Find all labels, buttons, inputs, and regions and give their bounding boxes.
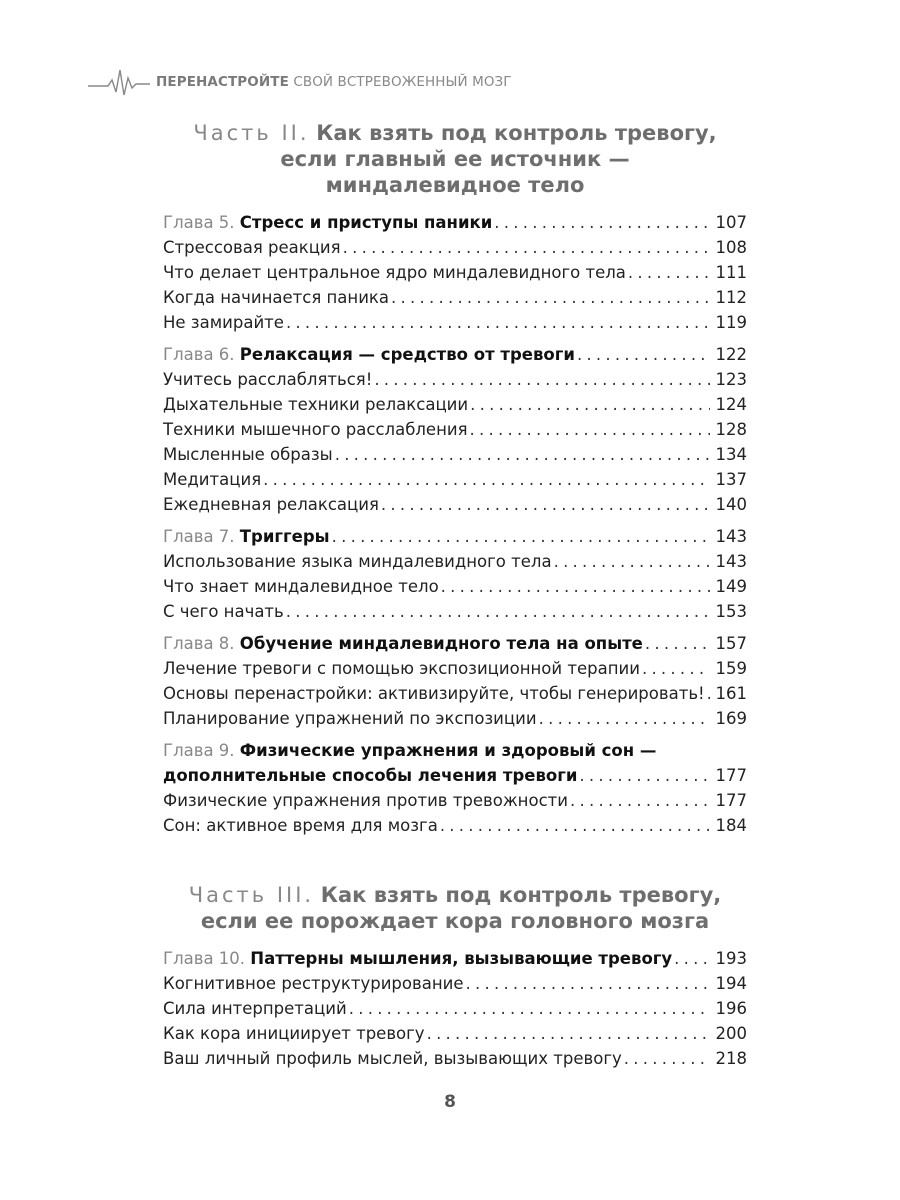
part-title-line: миндалевидное тело xyxy=(325,173,585,197)
chapter-block xyxy=(163,210,747,335)
toc-entry xyxy=(163,1046,747,1071)
table-of-contents xyxy=(163,120,747,1071)
chapter-name: Триггеры xyxy=(239,527,330,546)
chapter-block xyxy=(163,524,747,624)
toc-entry xyxy=(163,260,747,285)
toc-entry xyxy=(163,235,747,260)
dot-leader xyxy=(628,260,710,285)
dot-leader xyxy=(494,210,709,235)
toc-entry xyxy=(163,367,747,392)
part-heading-line xyxy=(163,908,747,934)
part-heading-line xyxy=(163,146,747,172)
dot-leader xyxy=(286,599,710,624)
entry-page: 119 xyxy=(715,313,747,332)
toc-entry xyxy=(163,1021,747,1046)
toc-entry xyxy=(163,599,747,624)
chapter-page: 107 xyxy=(715,213,747,232)
toc-entry xyxy=(163,788,747,813)
toc-entry xyxy=(163,813,747,838)
dot-leader xyxy=(427,1021,710,1046)
chapter-title-row xyxy=(163,763,747,788)
dot-leader xyxy=(343,235,710,260)
part-label: Часть II. xyxy=(193,121,310,145)
toc-entry xyxy=(163,442,747,467)
dot-leader xyxy=(465,971,709,996)
dot-leader xyxy=(335,442,710,467)
entry-title: Ежедневная релаксация xyxy=(163,495,379,514)
entry-page: 184 xyxy=(715,816,747,835)
chapter-number: Глава 7. xyxy=(163,527,235,546)
toc-entry xyxy=(163,285,747,310)
entry-title: Что знает миндалевидное тело xyxy=(163,577,439,596)
dot-leader xyxy=(441,574,710,599)
entry-page: 124 xyxy=(715,395,747,414)
entry-page: 169 xyxy=(715,709,747,728)
chapter-title-row xyxy=(163,524,747,549)
entry-page: 218 xyxy=(715,1049,747,1068)
part-heading xyxy=(163,882,747,934)
chapter-block xyxy=(163,946,747,1071)
dot-leader xyxy=(645,631,710,656)
toc-entry xyxy=(163,492,747,517)
dot-leader xyxy=(470,417,710,442)
part-heading xyxy=(163,120,747,198)
entry-title: Дыхательные техники релаксации xyxy=(163,395,469,414)
entry-page: 143 xyxy=(715,552,747,571)
entry-page: 149 xyxy=(715,577,747,596)
chapter-name: Физические упражнения и здоровый сон — xyxy=(239,741,657,760)
part-chapters xyxy=(163,210,747,838)
entry-title: Стрессовая реакция xyxy=(163,238,341,257)
dot-leader xyxy=(286,310,710,335)
entry-page: 200 xyxy=(715,1024,747,1043)
entry-title: Не замирайте xyxy=(163,313,284,332)
part-title-line: Как взять под контроль тревогу, xyxy=(320,883,722,907)
entry-page: 177 xyxy=(715,791,747,810)
entry-title: Лечение тревоги с помощью экспозиционной терапии xyxy=(163,659,640,678)
part-title-line: если главный ее источник — xyxy=(280,147,630,171)
toc-entry xyxy=(163,681,747,706)
toc-entry xyxy=(163,467,747,492)
entry-title: Что делает центральное ядро миндалевидного тела xyxy=(163,263,626,282)
entry-title: Когда начинается паника xyxy=(163,288,390,307)
entry-title: Мысленные образы xyxy=(163,445,333,464)
dot-leader xyxy=(263,467,709,492)
entry-title: Планирование упражнений по экспозиции xyxy=(163,709,537,728)
chapter-title xyxy=(163,631,643,656)
dot-leader xyxy=(539,706,710,731)
chapter-name: Стресс и приступы паники xyxy=(239,213,493,232)
part-title-line: Как взять под контроль тревогу, xyxy=(316,121,717,145)
dot-leader xyxy=(332,524,710,549)
chapter-block xyxy=(163,342,747,517)
entry-page: 194 xyxy=(715,974,747,993)
entry-title: Медитация xyxy=(163,470,262,489)
entry-page: 161 xyxy=(715,684,747,703)
entry-page: 112 xyxy=(715,288,747,307)
entry-page: 159 xyxy=(715,659,747,678)
entry-title: Ваш личный профиль мыслей, вызывающих тревогу xyxy=(163,1049,622,1068)
entry-title: С чего начать xyxy=(163,602,284,621)
chapter-title xyxy=(163,342,575,367)
entry-page: 123 xyxy=(715,370,747,389)
part-title-line: если ее порождает кора головного мозга xyxy=(200,909,710,933)
toc-entry xyxy=(163,574,747,599)
entry-title: Сила интерпретаций xyxy=(163,999,347,1018)
dot-leader xyxy=(381,492,710,517)
page-number: 8 xyxy=(444,1092,456,1112)
chapter-number: Глава 9. xyxy=(163,741,235,760)
toc-entry xyxy=(163,706,747,731)
chapter-title xyxy=(163,946,672,971)
dot-leader xyxy=(577,342,710,367)
entry-page: 111 xyxy=(715,263,747,282)
running-header-title: ПЕРЕНАСТРОЙТЕ СВОЙ ВСТРЕВОЖЕННЫЙ МОЗГ xyxy=(156,74,512,90)
entry-page: 134 xyxy=(715,445,747,464)
chapter-page: 193 xyxy=(715,949,747,968)
entry-title: Сон: активное время для мозга xyxy=(163,816,438,835)
chapter-title-row xyxy=(163,631,747,656)
chapter-number: Глава 5. xyxy=(163,213,235,232)
entry-title: Основы перенастройки: активизируйте, чтобы генерировать! xyxy=(163,684,705,703)
dot-leader xyxy=(470,392,709,417)
chapter-number: Глава 6. xyxy=(163,345,235,364)
chapter-block xyxy=(163,738,747,838)
entry-title: Техники мышечного расслабления xyxy=(163,420,468,439)
dot-leader xyxy=(554,549,710,574)
entry-page: 196 xyxy=(715,999,747,1018)
dot-leader xyxy=(642,656,710,681)
dot-leader xyxy=(374,367,709,392)
chapter-number: Глава 10. xyxy=(163,949,246,968)
entry-title: Использование языка миндалевидного тела xyxy=(163,552,552,571)
entry-page: 153 xyxy=(715,602,747,621)
dot-leader xyxy=(624,1046,710,1071)
running-header xyxy=(88,68,512,96)
part-label: Часть III. xyxy=(188,883,315,907)
toc-entry xyxy=(163,971,747,996)
dot-leader xyxy=(391,285,709,310)
entry-page: 128 xyxy=(715,420,747,439)
entry-page: 137 xyxy=(715,470,747,489)
chapter-name: Паттерны мышления, вызывающие тревогу xyxy=(250,949,673,968)
dot-leader xyxy=(707,681,710,706)
dot-leader xyxy=(579,763,709,788)
part-chapters xyxy=(163,946,747,1071)
entry-title: Учитесь расслабляться! xyxy=(163,370,373,389)
entry-title: Когнитивное реструктурирование xyxy=(163,974,464,993)
dot-leader xyxy=(440,813,710,838)
chapter-page: 157 xyxy=(715,634,747,653)
dot-leader xyxy=(570,788,710,813)
chapter-name: дополнительные способы лечения тревоги xyxy=(163,766,578,785)
part-heading-line xyxy=(163,882,747,908)
toc-entry xyxy=(163,310,747,335)
toc-entry xyxy=(163,549,747,574)
entry-page: 108 xyxy=(715,238,747,257)
chapter-name: Релаксация — средство от тревоги xyxy=(239,345,575,364)
chapter-title-row xyxy=(163,946,747,971)
chapter-title xyxy=(163,763,577,788)
chapter-title-row xyxy=(163,738,747,763)
chapter-title xyxy=(163,524,330,549)
toc-entry xyxy=(163,656,747,681)
toc-entry xyxy=(163,392,747,417)
chapter-number: Глава 8. xyxy=(163,634,235,653)
entry-page: 140 xyxy=(715,495,747,514)
part-heading-line xyxy=(163,120,747,146)
dot-leader xyxy=(349,996,710,1021)
entry-title: Физические упражнения против тревожности xyxy=(163,791,568,810)
dot-leader xyxy=(674,946,709,971)
chapter-page: 177 xyxy=(715,766,747,785)
chapter-page: 143 xyxy=(715,527,747,546)
chapter-block xyxy=(163,631,747,731)
part-heading-line xyxy=(163,172,747,198)
chapter-title-row xyxy=(163,342,747,367)
heartbeat-line-icon xyxy=(88,68,150,96)
entry-title: Как кора инициирует тревогу xyxy=(163,1024,425,1043)
chapter-name: Обучение миндалевидного тела на опыте xyxy=(239,634,643,653)
chapter-title xyxy=(163,210,492,235)
toc-entry xyxy=(163,996,747,1021)
toc-entry xyxy=(163,417,747,442)
chapter-title xyxy=(163,738,656,763)
chapter-title-row xyxy=(163,210,747,235)
chapter-page: 122 xyxy=(715,345,747,364)
